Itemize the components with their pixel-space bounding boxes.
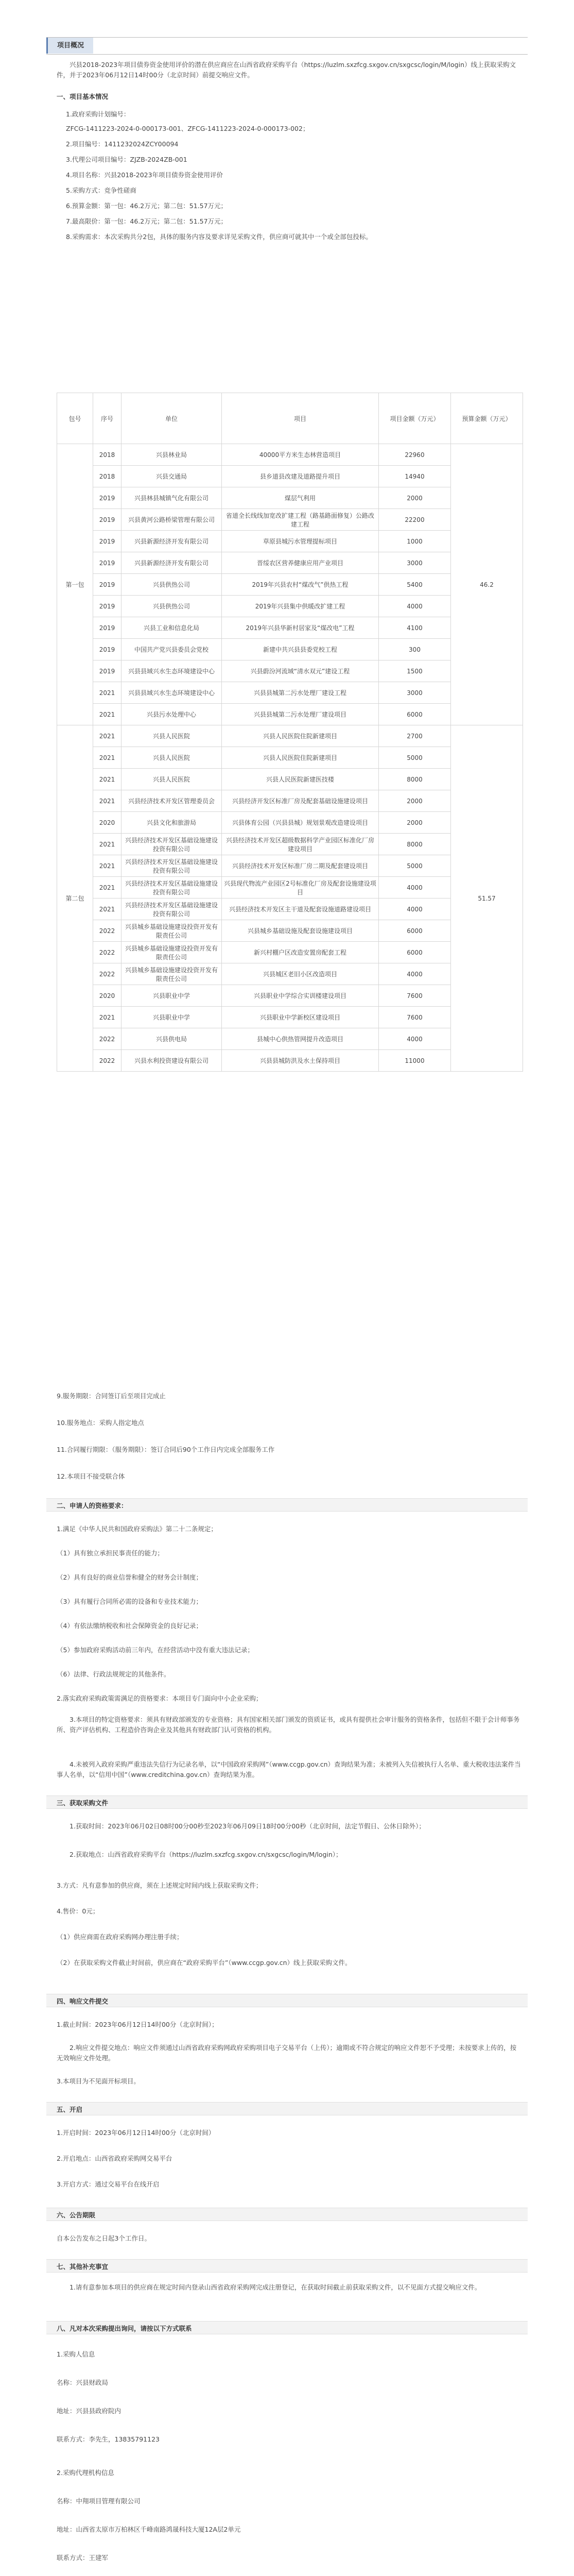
notice-period: 自本公告发布之日起3个工作日。 <box>57 2234 151 2242</box>
project-cell: 2019年兴县集中供暖改扩建工程 <box>222 596 379 617</box>
unit-cell: 兴县文化和旅游局 <box>121 812 222 834</box>
unit-cell: 兴县供电局 <box>121 1028 222 1050</box>
year-cell: 2019 <box>93 509 121 531</box>
package-label-cell: 第二包 <box>57 725 93 1072</box>
year-cell: 2019 <box>93 552 121 574</box>
contact-heading: 2.采购代理机构信息 <box>57 2469 114 2477</box>
amount-cell: 14940 <box>379 466 451 487</box>
basic-info-line: 8.采购需求：本次采购共分2包，具体的服务内容及要求详见采购文件，供应商可就其中一个或全部包投标。 <box>66 233 372 241</box>
year-cell: 2019 <box>93 596 121 617</box>
column-header: 包号 <box>57 393 93 444</box>
requirement-line: 3.本项目的特定资格要求：须具有财政部颁发的专业资格；具有国家相关部门颁发的资质证书，或具有提供社会审计服务的资格条件，包括但不限于会计师事务所、资产评估机构、工程造价咨询企业及其他具有财政部门认可资格的机构。 <box>57 1716 520 1734</box>
basic-info-line: 9.服务期限：合同签订后至项目完成止 <box>57 1392 166 1400</box>
basic-info-line: 11.合同履行期限：（服务期限）：签订合同后90个工作日内完成全部服务工作 <box>57 1446 275 1453</box>
column-header: 项目金额（万元） <box>379 393 451 444</box>
agent-address: 地址：山西省太原市万柏林区千峰南路鸿晟科技大厦12A层2单元 <box>57 2526 241 2533</box>
table-body <box>57 444 523 1072</box>
amount-cell: 22960 <box>379 444 451 466</box>
requirement-item: （5）参加政府采购活动前三年内，在经营活动中没有重大违法记录； <box>57 1646 254 1654</box>
year-cell: 2022 <box>93 1028 121 1050</box>
requirement-item: （1）具有独立承担民事责任的能力； <box>57 1549 164 1557</box>
table-header-row <box>57 393 523 444</box>
amount-cell: 4000 <box>379 596 451 617</box>
column-header: 预算金额（万元） <box>451 393 523 444</box>
unit-cell: 兴县人民医院 <box>121 725 222 747</box>
basic-info-line: 5.采购方式：竞争性磋商 <box>66 187 136 194</box>
project-cell: 2019年兴县华新村居家及“煤改电”工程 <box>222 617 379 639</box>
amount-cell: 1000 <box>379 531 451 552</box>
amount-cell: 8000 <box>379 834 451 855</box>
year-cell: 2019 <box>93 487 121 509</box>
agent-contact: 联系方式：王建军 <box>57 2554 109 2562</box>
year-cell: 2021 <box>93 855 121 877</box>
project-cell: 40000平方米生态林营造项目 <box>222 444 379 466</box>
project-cell: 兴县人民医院住院新建项目 <box>222 747 379 769</box>
section-tab-bar <box>46 37 528 55</box>
project-cell: 兴县县城防洪及水土保持项目 <box>222 1050 379 1072</box>
section-tab[interactable]: 项目概况 <box>46 38 93 54</box>
amount-cell: 5400 <box>379 574 451 596</box>
project-cell: 兴县职业中学综合实训楼建设项目 <box>222 985 379 1007</box>
project-cell: 兴县经济技术开发区超级数据科学产业园区标准化厂房建设项目 <box>222 834 379 855</box>
year-cell: 2019 <box>93 617 121 639</box>
project-cell: 煤层气利用 <box>222 487 379 509</box>
requirement-line: 1.满足《中华人民共和国政府采购法》第二十二条规定； <box>57 1525 217 1533</box>
unit-cell: 兴县经济技术开发区基础设施建设投资有限公司 <box>121 877 222 899</box>
unit-cell: 兴县城乡基础设施建设投资开发有限责任公司 <box>121 920 222 942</box>
procurement-doc-line: 2.获取地点：山西省政府采购平台（https://luzlm.sxzfcg.sxgov.cn/sxgcsc/login/M/login）； <box>69 1851 342 1858</box>
unit-cell: 兴县水利投资建设有限公司 <box>121 1050 222 1072</box>
year-cell: 2021 <box>93 834 121 855</box>
requirement-item: （2）具有良好的商业信誉和健全的财务会计制度； <box>57 1573 202 1581</box>
year-cell: 2021 <box>93 877 121 899</box>
year-cell: 2019 <box>93 639 121 660</box>
project-cell: 兴县经济开发区标准厂房及配套基础设施建设项目 <box>222 790 379 812</box>
section-heading: 六、公告期限 <box>57 2211 96 2219</box>
year-cell: 2021 <box>93 1007 121 1028</box>
year-cell: 2021 <box>93 704 121 725</box>
section-heading: 七、其他补充事宜 <box>57 2263 109 2270</box>
table-row <box>57 444 523 466</box>
unit-cell: 兴县经济技术开发区基础设施建设投资有限公司 <box>121 899 222 920</box>
project-cell: 兴县城乡基础设施及配套设施建设项目 <box>222 920 379 942</box>
amount-cell: 11000 <box>379 1050 451 1072</box>
unit-cell: 兴县交通局 <box>121 466 222 487</box>
section-heading: 二、申请人的资格要求： <box>57 1502 128 1510</box>
basic-info-line: 12.本项目不接受联合体 <box>57 1472 125 1480</box>
amount-cell: 5000 <box>379 855 451 877</box>
year-cell: 2019 <box>93 531 121 552</box>
basic-info-line: 2.项目编号：1411232024ZCY00094 <box>66 140 179 148</box>
amount-cell: 4000 <box>379 877 451 899</box>
submission-line: 2.响应文件提交地点：响应文件须通过山西省政府采购网政府采购项目电子交易平台（上传）；逾期或不符合规定的响应文件恕不予受理；未按要求上传的，按无效响应文件处理。 <box>57 2044 517 2062</box>
amount-cell: 8000 <box>379 769 451 790</box>
requirement-item: （3）具有履行合同所必需的设备和专业技术能力； <box>57 1598 202 1605</box>
unit-cell: 兴县县域兴水生态环境建设中心 <box>121 660 222 682</box>
requirement-line: 2.落实政府采购政策需满足的资格要求：本项目专门面向中小企业采购； <box>57 1694 263 1702</box>
project-cell: 县乡道县改建及道路提升项目 <box>222 466 379 487</box>
buyer-contact: 联系方式：李先生，13835791123 <box>57 2435 160 2443</box>
opening-line: 2.开启地点：山西省政府采购网交易平台 <box>57 2155 172 2162</box>
amount-cell: 4000 <box>379 899 451 920</box>
contact-heading: 1.采购人信息 <box>57 2350 95 2358</box>
unit-cell: 兴县城乡基础设施建设投资开发有限责任公司 <box>121 963 222 985</box>
amount-cell: 6000 <box>379 704 451 725</box>
project-cell: 省道全长线线加宽改扩建工程（路基路面修复）公路改建工程 <box>222 509 379 531</box>
amount-cell: 2700 <box>379 725 451 747</box>
year-cell: 2021 <box>93 790 121 812</box>
unit-cell: 兴县工业和信息化局 <box>121 617 222 639</box>
procurement-doc-note: （1）供应商需在政府采购网办理注册手续； <box>57 1933 183 1941</box>
amount-cell: 2000 <box>379 487 451 509</box>
requirement-item: （4）有依法缴纳税收和社会保障资金的良好记录； <box>57 1622 202 1630</box>
section-heading: 八、凡对本次采购提出询问，请按以下方式联系 <box>57 2325 192 2332</box>
year-cell: 2018 <box>93 466 121 487</box>
procurement-doc-line: 1.获取时间：2023年06月02日08时00分00秒至2023年06月09日18时00分00秒（北京时间，法定节假日、公休日除外）； <box>69 1822 425 1830</box>
amount-cell: 2000 <box>379 812 451 834</box>
amount-cell: 22200 <box>379 509 451 531</box>
amount-cell: 7600 <box>379 985 451 1007</box>
project-cell: 县城中心供热管网提升改造项目 <box>222 1028 379 1050</box>
project-cell: 兴县人民医院新建医技楼 <box>222 769 379 790</box>
intro-paragraph: 兴县2018-2023年项目债券资金使用评价的潜在供应商应在山西省政府采购平台（https://luzlm.sxzfcg.sxgov.cn/sxgcsc/login/M/login）线上获取采购文件，并于2023年06月12日14时00分（北京时间）前提交响应文件。 <box>57 61 516 79</box>
unit-cell: 中国共产党兴县委员会党校 <box>121 639 222 660</box>
package-budget-cell: 51.57 <box>451 725 523 1072</box>
year-cell: 2022 <box>93 1050 121 1072</box>
amount-cell: 4100 <box>379 617 451 639</box>
package-budget-cell: 46.2 <box>451 444 523 725</box>
year-cell: 2022 <box>93 920 121 942</box>
basic-info-line: 10.服务地点：采购人指定地点 <box>57 1419 144 1427</box>
year-cell: 2022 <box>93 963 121 985</box>
project-cell: 兴县职业中学新校区建设项目 <box>222 1007 379 1028</box>
project-cell: 兴县人民医院住院新建项目 <box>222 725 379 747</box>
section-heading: 五、开启 <box>57 2106 83 2113</box>
buyer-name: 名称：兴县财政局 <box>57 2379 109 2386</box>
unit-cell: 兴县人民医院 <box>121 769 222 790</box>
year-cell: 2021 <box>93 899 121 920</box>
opening-line: 1.开启时间：2023年06月12日14时00分（北京时间） <box>57 2129 215 2137</box>
unit-cell: 兴县职业中学 <box>121 1007 222 1028</box>
amount-cell: 6000 <box>379 942 451 963</box>
unit-cell: 兴县县域兴水生态环境建设中心 <box>121 682 222 704</box>
unit-cell: 兴县黄河公路桥梁管理有限公司 <box>121 509 222 531</box>
amount-cell: 1500 <box>379 660 451 682</box>
basic-info-line: 6.预算金额：第一包：46.2万元；第二包：51.57万元； <box>66 202 228 210</box>
year-cell: 2019 <box>93 574 121 596</box>
year-cell: 2021 <box>93 769 121 790</box>
unit-cell: 兴县人民医院 <box>121 747 222 769</box>
project-cell: 兴县县城第二污水处理厂建设项目 <box>222 704 379 725</box>
unit-cell: 兴县职业中学 <box>121 985 222 1007</box>
year-cell: 2020 <box>93 812 121 834</box>
submission-line: 1.截止时间：2023年06月12日14时00分（北京时间）； <box>57 2021 218 2028</box>
year-cell: 2021 <box>93 682 121 704</box>
package-label-cell: 第一包 <box>57 444 93 725</box>
project-cell: 兴县蔚汾河流域“清水双元”建设工程 <box>222 660 379 682</box>
year-cell: 2021 <box>93 747 121 769</box>
project-cell: 兴县经济技术开发区主干道及配套设施道路建设项目 <box>222 899 379 920</box>
amount-cell: 7600 <box>379 1007 451 1028</box>
amount-cell: 3000 <box>379 682 451 704</box>
project-cell: 兴县城区老旧小区改造项目 <box>222 963 379 985</box>
project-cell: 新建中共兴县县委党校工程 <box>222 639 379 660</box>
procurement-doc-note: （2）在获取采购文件截止时间前，供应商在“政府采购平台”（www.ccgp.gov.cn）线上获取采购文件。 <box>57 1959 352 1967</box>
basic-info-line: 7.最高限价：第一包：46.2万元；第二包：51.57万元； <box>66 217 228 225</box>
basic-info-line: ZFCG-1411223-2024-0-000173-001、ZFCG-1411223-2024-0-000173-002； <box>66 125 309 132</box>
unit-cell: 兴县经济技术开发区基础设施建设投资有限公司 <box>121 855 222 877</box>
project-cell: 兴县体育公园（兴县县城）规划景观改造建设项目 <box>222 812 379 834</box>
opening-line: 3.开启方式：通过交易平台在线开启 <box>57 2180 160 2188</box>
section-heading: 四、响应文件提交 <box>57 1997 109 2005</box>
amount-cell: 4000 <box>379 963 451 985</box>
unit-cell: 兴县供热公司 <box>121 574 222 596</box>
year-cell: 2019 <box>93 660 121 682</box>
year-cell: 2022 <box>93 942 121 963</box>
project-cell: 新兴村棚户区改造安置房配套工程 <box>222 942 379 963</box>
project-cell: 草原县城污水管理提标项目 <box>222 531 379 552</box>
basic-info-line: 4.项目名称：兴县2018-2023年项目债券资金使用评价 <box>66 171 223 179</box>
year-cell: 2018 <box>93 444 121 466</box>
column-header: 序号 <box>93 393 121 444</box>
amount-cell: 2000 <box>379 790 451 812</box>
unit-cell: 兴县污水处理中心 <box>121 704 222 725</box>
requirement-line: 4.未被列入政府采购严重违法失信行为记录名单，以“中国政府采购网”（www.ccgp.gov.cn）查询结果为准；未被列入失信被执行人名单、重大税收违法案件当事人名单，以“信用中国”（www.creditchina.gov.cn）查询结果为准。 <box>57 1760 521 1778</box>
project-cell: 兴县现代物流产业园区2号标准化厂房及配套设施建设项目 <box>222 877 379 899</box>
procurement-doc-line: 3.方式：凡有意参加的供应商，须在上述规定时间内线上获取采购文件； <box>57 1882 263 1889</box>
unit-cell: 兴县经济技术开发区基础设施建设投资有限公司 <box>121 834 222 855</box>
unit-cell: 兴县林县城镇气化有限公司 <box>121 487 222 509</box>
unit-cell: 兴县城乡基础设施建设投资开发有限责任公司 <box>121 942 222 963</box>
year-cell: 2020 <box>93 985 121 1007</box>
basic-info-line: 1.政府采购计划编号： <box>66 110 130 118</box>
column-header: 项目 <box>222 393 379 444</box>
project-cell: 2019年兴县农村“煤改气”供热工程 <box>222 574 379 596</box>
project-cell: 兴县县城第二污水处理厂建设工程 <box>222 682 379 704</box>
amount-cell: 5000 <box>379 747 451 769</box>
unit-cell: 兴县林业局 <box>121 444 222 466</box>
amount-cell: 3000 <box>379 552 451 574</box>
basic-info-line: 3.代理公司项目编号：ZJZB-2024ZB-001 <box>66 156 187 163</box>
requirement-item: （6）法律、行政法规规定的其他条件。 <box>57 1670 170 1678</box>
unit-cell: 兴县供热公司 <box>121 596 222 617</box>
project-cell: 兴县经济技术开发区标准厂房二期及配套建设项目 <box>222 855 379 877</box>
section-heading: 一、项目基本情况 <box>57 93 109 100</box>
amount-cell: 300 <box>379 639 451 660</box>
procurement-doc-line: 4.售价：0元； <box>57 1907 99 1915</box>
agent-name: 名称：中翔项目管理有限公司 <box>57 2497 141 2505</box>
project-cell: 晋绥农区营养健康应用产业项目 <box>222 552 379 574</box>
section-heading: 三、获取采购文件 <box>57 1799 109 1807</box>
unit-cell: 兴县新源经济开发有限公司 <box>121 552 222 574</box>
package-table <box>57 393 523 1072</box>
buyer-address: 地址：兴县县政府院内 <box>57 2407 121 2415</box>
unit-cell: 兴县经济技术开发区管理委员会 <box>121 790 222 812</box>
unit-cell: 兴县新源经济开发有限公司 <box>121 531 222 552</box>
submission-line: 3.本项目为不见面开标项目。 <box>57 2077 140 2085</box>
table-row <box>57 725 523 747</box>
year-cell: 2021 <box>93 725 121 747</box>
amount-cell: 4000 <box>379 1028 451 1050</box>
supplementary-text: 1.请有意参加本项目的供应商在规定时间内登录山西省政府采购网完成注册登记，在获取时间截止前获取采购文件，以不见面方式提交响应文件。 <box>69 2283 481 2291</box>
column-header: 单位 <box>121 393 222 444</box>
amount-cell: 6000 <box>379 920 451 942</box>
